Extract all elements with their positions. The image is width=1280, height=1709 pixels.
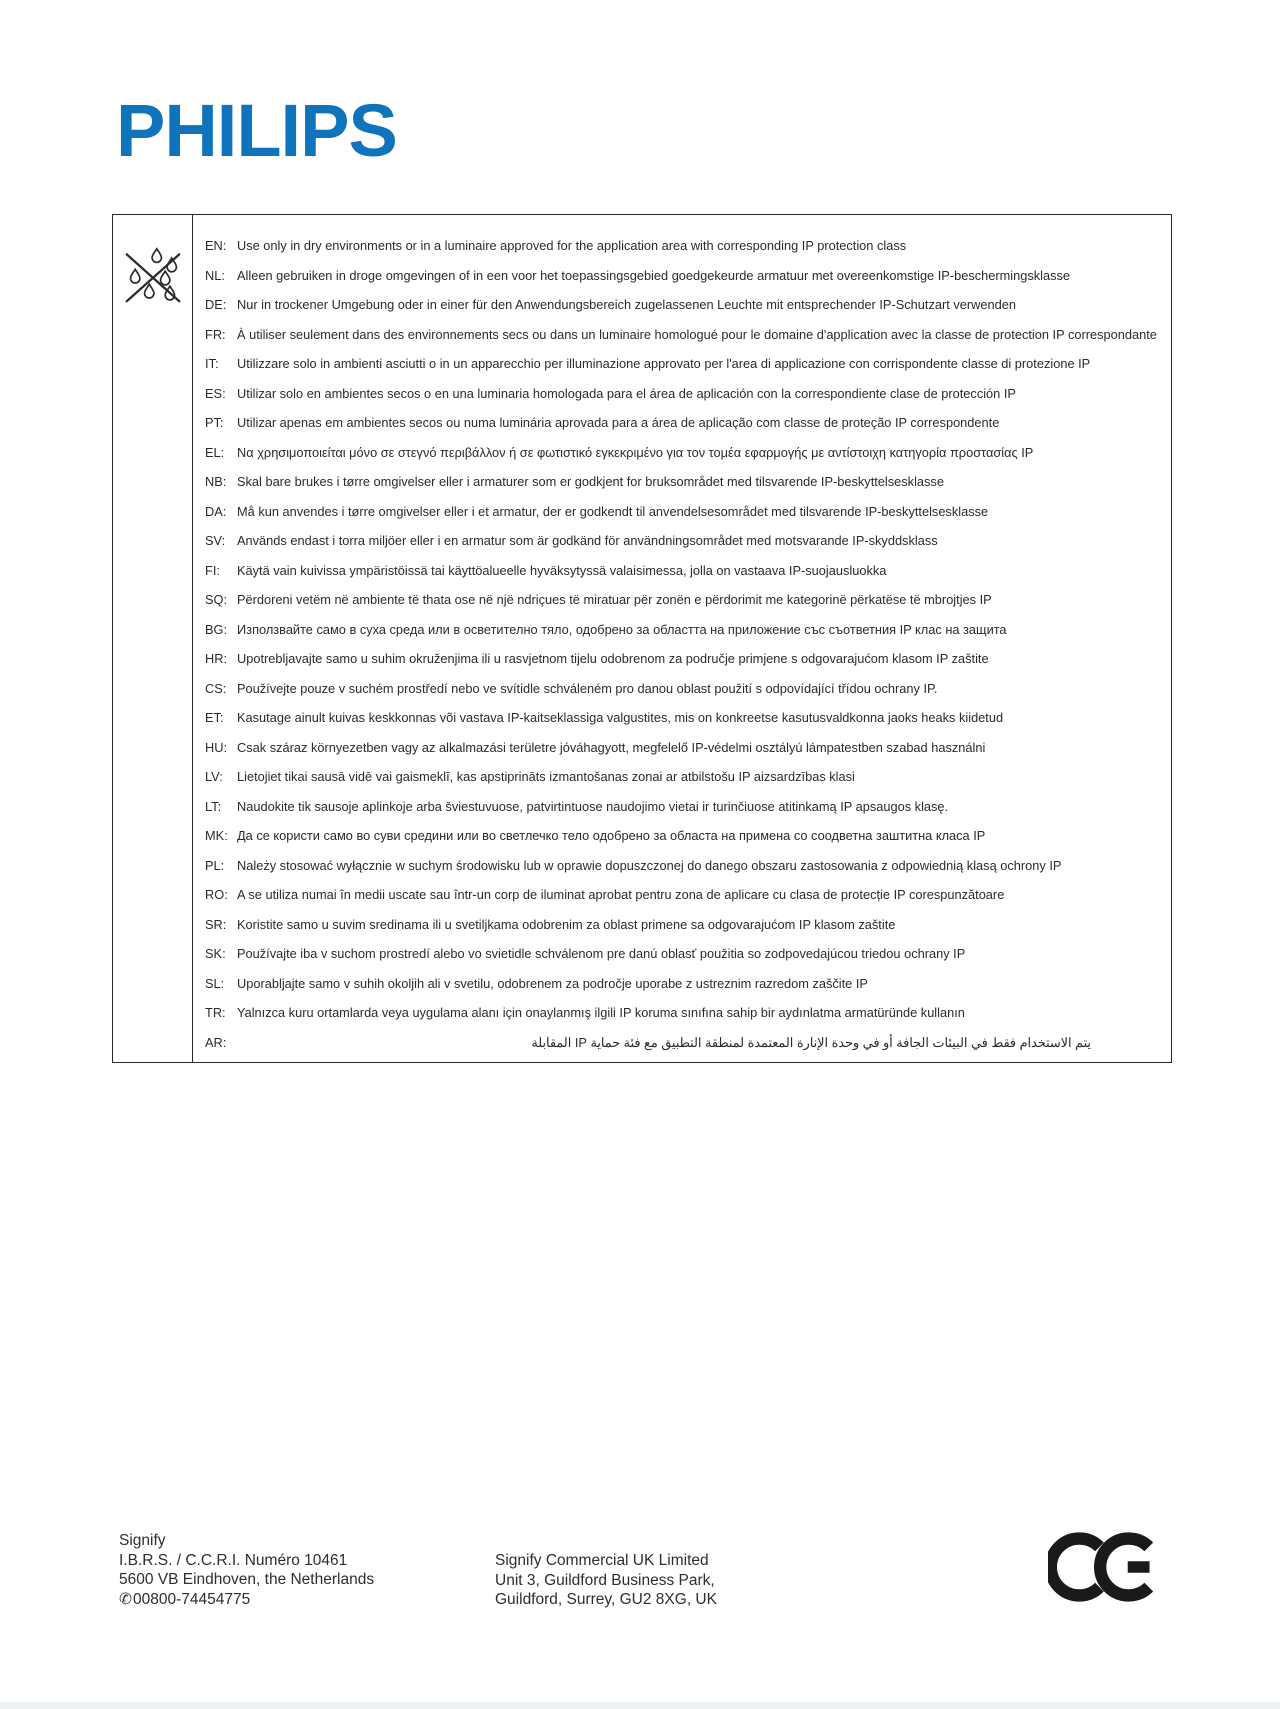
language-row <box>205 231 1163 261</box>
language-text: Να χρησιμοποιείται μόνο σε στεγνό περιβάλλον ή σε φωτιστικό εγκεκριμένο για τον τομέα εφαρμογής με αντίστοιχη κατηγορία προστασίας IP <box>237 444 1034 460</box>
language-code: NB: <box>205 474 227 489</box>
language-row <box>205 290 1163 320</box>
phone-icon: ✆ <box>119 1590 132 1608</box>
address-line: Signify Commercial UK Limited <box>495 1552 709 1569</box>
language-row <box>205 939 1163 969</box>
language-row <box>205 349 1163 379</box>
language-text: Lietojiet tikai sausā vidē vai gaismeklī, kas apstiprināts izmantošanas zonai ar atbilstošu IP aizsardzības klasi <box>237 769 855 784</box>
language-text: Må kun anvendes i tørre omgivelser eller i et armatur, der er godkendt til anvendelsesområdet med tilsvarende IP-beskyttelsesklasse <box>237 503 989 519</box>
language-code: SR: <box>205 916 227 932</box>
language-text: Uporabljajte samo v suhih okoljih ali v svetilu, odobrenem za področje uporabe z ustreznim razredom zaščite IP <box>237 975 868 991</box>
language-text: Utilizzare solo in ambienti asciutti o in un apparecchio per illuminazione approvato per l'area di applicazione con corrispondente classe di protezione IP <box>237 356 1091 371</box>
language-text: Use only in dry environments or in a luminaire approved for the application area with corresponding IP protection class <box>237 238 907 253</box>
language-code: FR: <box>205 326 226 342</box>
language-row <box>205 261 1163 291</box>
language-row <box>205 998 1163 1028</box>
language-code: HR: <box>205 651 228 666</box>
language-text: Používejte pouze v suchém prostředí nebo ve svítidle schváleném pro danou oblast použití s odpovídající třídou ochrany IP. <box>237 680 938 696</box>
language-code: DA: <box>205 503 227 519</box>
language-text: Yalnızca kuru ortamlarda veya uygulama alanı için onaylanmış ilgili IP koruma sınıfına sahip bir aydınlatma armatüründe kullanın <box>237 1005 965 1020</box>
language-row <box>205 969 1163 999</box>
language-text: Përdoreni vetëm në ambiente të thata ose në një ndriçues të miratuar për zonën e përdorimit me kategorinë përkatëse të mbrojtjes IP <box>237 592 992 607</box>
language-code: BG: <box>205 621 228 637</box>
phone-line <box>119 1590 374 1610</box>
language-code: PT: <box>205 415 224 430</box>
language-text: Utilizar solo en ambientes secos o en una luminaria homologada para el área de aplicación con la correspondiente clase de protección IP <box>237 385 1016 401</box>
language-text: Skal bare brukes i tørre omgivelser eller i armaturer som er godkjent for bruksområdet med tilsvarende IP-beskyttelsesklasse <box>237 474 944 489</box>
language-text: Käytä vain kuivissa ympäristöissä tai käyttöalueelle hyväksytyssä valaisimessa, jolla on vastaava IP-suojausluokka <box>237 562 887 578</box>
language-code: FI: <box>205 562 220 578</box>
language-code: ET: <box>205 710 224 725</box>
language-row <box>205 821 1163 851</box>
language-code: SQ: <box>205 592 228 607</box>
language-text: Alleen gebruiken in droge omgevingen of in een voor het toepassingsgebied goedgekeurde armatuur met overeenkomstige IP-beschermingsklasse <box>237 267 1071 283</box>
language-code: CS: <box>205 680 227 696</box>
address-line: Unit 3, Guildford Business Park, <box>495 1571 715 1589</box>
language-text: A se utiliza numai în medii uscate sau într-un corp de iluminat aprobat pentru zona de aplicare cu clasa de protecție IP corespunzătoare <box>237 887 1005 902</box>
language-code: MK: <box>205 828 228 843</box>
language-row <box>205 497 1163 527</box>
language-row <box>205 320 1163 350</box>
signify-address-lines <box>119 1531 374 1590</box>
language-code: SV: <box>205 533 226 548</box>
page-bottom-edge <box>0 1702 1280 1709</box>
language-code: LV: <box>205 769 223 784</box>
language-text: Används endast i torra miljöer eller i en armatur som är godkänd för användningsområdet med motsvarande IP-skyddsklass <box>237 533 938 548</box>
language-row <box>205 792 1163 822</box>
language-text: Koristite samo u suvim sredinama ili u svetiljkama odobrenim za oblast primene sa odgovarajućom IP klasom zaštite <box>237 916 896 932</box>
language-code: EN: <box>205 238 227 253</box>
language-row <box>205 379 1163 409</box>
ce-mark-icon <box>1048 1529 1160 1605</box>
language-text: Používajte iba v suchom prostredí alebo vo svietidle schválenom pre danú oblasť použitia so zodpovedajúcou triedou ochrany IP <box>237 946 966 961</box>
language-row <box>205 585 1163 615</box>
language-row <box>205 762 1163 792</box>
language-text: Utilizar apenas em ambientes secos ou numa luminária aprovada para a área de aplicação com classe de proteção IP correspondente <box>237 415 1000 430</box>
language-text: Csak száraz környezetben vagy az alkalmazási területre jóváhagyott, megfelelő IP-védelmi osztályú lámpatestben szabad használni <box>237 739 986 755</box>
language-text: Kasutage ainult kuivas keskkonnas või vastava IP-kaitseklassiga valgustites, mis on konkreetse kasutusvaldkonna jaoks heaks kiidetud <box>237 710 1004 725</box>
signify-address-block <box>119 1531 374 1609</box>
language-row <box>205 615 1163 645</box>
signify-uk-address-block <box>495 1551 717 1610</box>
language-code: LT: <box>205 798 222 814</box>
language-code: TR: <box>205 1005 226 1020</box>
language-row <box>205 674 1163 704</box>
icon-column <box>113 215 193 1062</box>
language-text: Използвайте само в суха среда или в осветително тяло, одобрено за областта на приложение със съответния IP клас на защита <box>237 621 1007 637</box>
language-row <box>205 467 1163 497</box>
language-code: SL: <box>205 975 225 991</box>
language-row <box>205 733 1163 763</box>
language-text: À utiliser seulement dans des environnements secs ou dans un luminaire homologué pour le domaine d'application avec la classe de protection IP correspondante <box>237 326 1157 342</box>
language-row <box>205 644 1163 674</box>
language-list <box>193 215 1171 1062</box>
language-row <box>205 1028 1163 1058</box>
language-text: Nur in trockener Umgebung oder in einer für den Anwendungsbereich zugelassenen Leuchte mit entsprechender IP-Schutzart verwenden <box>237 297 1016 312</box>
language-code: PL: <box>205 857 225 873</box>
language-code: RO: <box>205 887 228 902</box>
language-text: Naudokite tik sausoje aplinkoje arba šviestuvuose, patvirtintuose naudojimo vietai ir turinčiuose atitinkamą IP apsaugos klasę. <box>237 798 949 814</box>
language-code: NL: <box>205 267 225 283</box>
language-text: Да се користи само во суви средини или во светлечко тело одобрено за областа на примена со соодветна заштитна класа IP <box>237 828 986 843</box>
philips-logo: PHILIPS <box>116 89 397 172</box>
language-row <box>205 526 1163 556</box>
language-row <box>205 910 1163 940</box>
address-line: Guildford, Surrey, GU2 8XG, UK <box>495 1591 717 1608</box>
language-code: ES: <box>205 385 226 401</box>
language-text: يتم الاستخدام فقط في البيئات الجافة أو في وحدة الإنارة المعتمدة لمنطقة التطبيق مع فئة حماية IP المقابلة <box>531 1034 1091 1050</box>
language-row <box>205 851 1163 881</box>
language-row <box>205 438 1163 468</box>
language-row <box>205 880 1163 910</box>
no-water-drops-icon <box>123 245 183 305</box>
language-row <box>205 408 1163 438</box>
language-text: Upotrebljavajte samo u suhim okruženjima ili u rasvjetnom tijelu odobrenom za područje primjene s odgovarajućom klasom IP zaštite <box>237 651 989 666</box>
address-line: Signify <box>119 1532 166 1549</box>
address-line: 5600 VB Eindhoven, the Netherlands <box>119 1571 375 1588</box>
language-code: HU: <box>205 739 228 755</box>
address-line: I.B.R.S. / C.C.R.I. Numéro 10461 <box>119 1551 348 1569</box>
language-row <box>205 556 1163 586</box>
language-text: Należy stosować wyłącznie w suchym środowisku lub w oprawie dopuszczonej do danego obszaru zastosowania z odpowiednią klasą ochrony IP <box>237 857 1062 873</box>
language-code: SK: <box>205 946 226 961</box>
language-row <box>205 703 1163 733</box>
language-code: IT: <box>205 356 219 371</box>
phone-number: 00800-74454775 <box>133 1590 251 1608</box>
language-code: EL: <box>205 444 225 460</box>
language-code: DE: <box>205 297 227 312</box>
language-code: AR: <box>205 1034 227 1050</box>
safety-notice-box <box>112 214 1172 1063</box>
